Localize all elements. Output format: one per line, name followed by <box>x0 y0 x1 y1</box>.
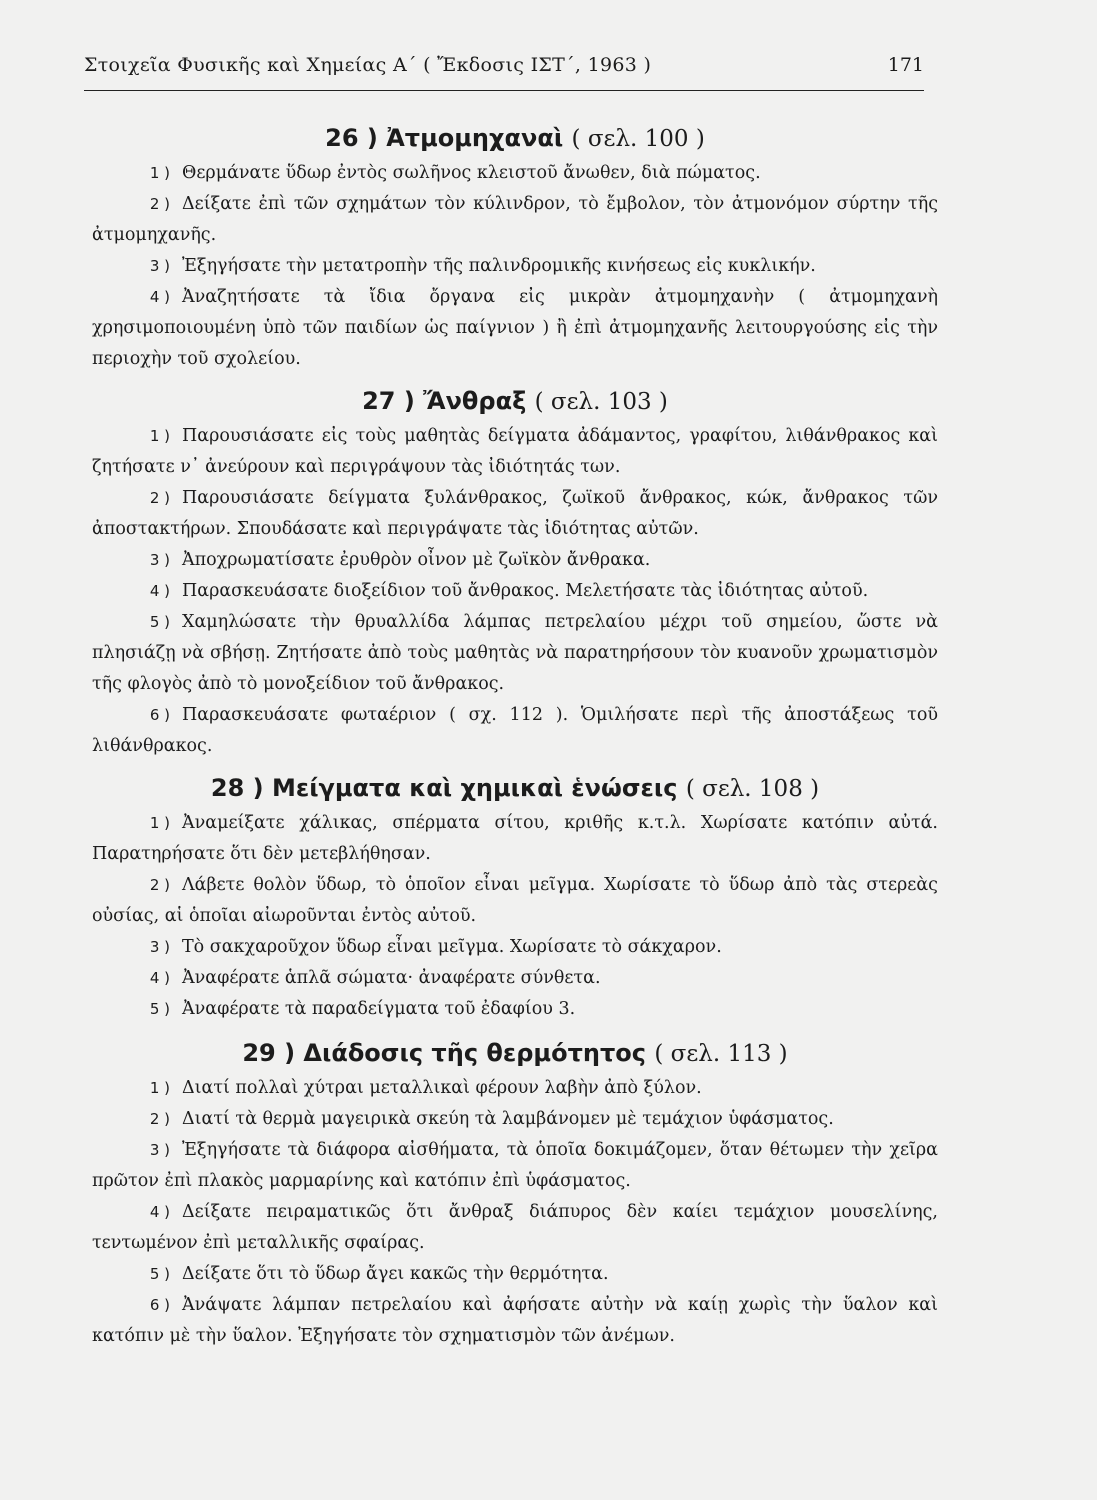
item-text: Λάβετε θολὸν ὕδωρ, τὸ ὁποῖον εἶναι μεῖγμα. Χωρίσατε τὸ ὕδωρ ἀπὸ τὰς στερεὰς οὐσίας, αἱ ὁποῖαι αἰωροῦνται ἐντὸς αὐτοῦ. <box>92 875 938 926</box>
section-title <box>92 118 938 158</box>
list-item <box>92 158 938 189</box>
item-text: Παρουσιάσατε δείγματα ξυλάνθρακος, ζωϊκοῦ ἄνθρακος, κώκ, ἄνθρακος τῶν ἀποστακτήρων. Σπουδάσατε καὶ περιγράψατε τὰς ἰδιότητας αὐτῶν. <box>92 488 938 539</box>
list-item <box>92 1135 938 1197</box>
item-text: Ἀποχρωματίσατε ἐρυθρὸν οἶνον μὲ ζωϊκὸν ἄνθρακα. <box>182 550 651 570</box>
item-text: Ἀναζητήσατε τὰ ἴδια ὄργανα εἰς μικρὰν ἀτμομηχανὴν ( ἀτμομηχανὴ χρησιμοποιουμένη ὑπὸ τῶν παιδίων ὡς παίγνιον ) ἢ ἐπὶ ἀτμομηχανῆς λειτουργούσης εἰς τὴν περιοχὴν τοῦ σχολείου. <box>92 287 938 369</box>
item-number: 4 ) <box>149 1203 170 1221</box>
item-text: Χαμηλώσατε τὴν θρυαλλίδα λάμπας πετρελαίου μέχρι τοῦ σημείου, ὥστε νὰ πλησιάζῃ νὰ σβήσῃ. Ζητήσατε ἀπὸ τοὺς μαθητὰς νὰ παρατηρήσουν τὸν κυανοῦν χρωματισμὸν τῆς φλογὸς ἀπὸ τὸ μονοξείδιον τοῦ ἄνθρακος. <box>92 612 938 694</box>
list-item <box>92 576 938 607</box>
list-item <box>92 994 938 1025</box>
running-header <box>84 52 924 91</box>
section-title <box>92 768 938 808</box>
item-text: Παρασκευάσατε φωταέριον ( σχ. 112 ). Ὁμιλήσατε περὶ τῆς ἀποστάξεως τοῦ λιθάνθρακος. <box>92 705 938 756</box>
section-heading: 26 ) Ἀτμομηχαναὶ <box>325 124 564 152</box>
item-number: 4 ) <box>149 969 170 987</box>
list-item <box>92 963 938 994</box>
item-text: Ἀναμείξατε χάλικας, σπέρματα σίτου, κριθῆς κ.τ.λ. Χωρίσατε κατόπιν αὐτά. Παρατηρήσατε ὅτι δὲν μετεβλήθησαν. <box>92 813 938 864</box>
page-reference: ( σελ. 100 ) <box>571 126 705 152</box>
list-item <box>92 870 938 932</box>
list-item <box>92 932 938 963</box>
section-heading: 29 ) Διάδοσις τῆς θερμότητος <box>242 1039 647 1067</box>
item-text: Δείξατε ἐπὶ τῶν σχημάτων τὸν κύλινδρον, τὸ ἔμβολον, τὸν ἀτμονόμον σύρτην τῆς ἀτμομηχανῆς. <box>92 194 938 245</box>
list-item <box>92 607 938 700</box>
page-reference: ( σελ. 103 ) <box>534 389 668 415</box>
item-number: 1 ) <box>149 427 170 445</box>
page-reference: ( σελ. 113 ) <box>654 1041 788 1067</box>
book-title: Στοιχεῖα Φυσικῆς καὶ Χημείας Α΄ ( Ἔκδοσις ΙΣΤ΄, 1963 ) <box>84 54 652 76</box>
list-item <box>92 1290 938 1352</box>
section-29 <box>92 1033 938 1352</box>
item-number: 5 ) <box>149 1265 170 1283</box>
section-26 <box>92 118 938 375</box>
list-item <box>92 1259 938 1290</box>
list-item <box>92 545 938 576</box>
section-heading: 28 ) Μείγματα καὶ χημικαὶ ἑνώσεις <box>210 774 678 802</box>
list-item <box>92 1073 938 1104</box>
item-number: 1 ) <box>149 164 170 182</box>
item-number: 4 ) <box>149 582 170 600</box>
item-number: 1 ) <box>149 1079 170 1097</box>
list-item <box>92 282 938 375</box>
item-text: Ἀναφέρατε τὰ παραδείγματα τοῦ ἐδαφίου 3. <box>182 999 576 1019</box>
item-number: 2 ) <box>149 195 170 213</box>
item-number: 3 ) <box>149 1141 170 1159</box>
item-text: Παρασκευάσατε διοξείδιον τοῦ ἄνθρακος. Μελετήσατε τὰς ἰδιότητας αὐτοῦ. <box>182 581 869 601</box>
page-number: 171 <box>887 54 924 76</box>
item-text: Ἀνάψατε λάμπαν πετρελαίου καὶ ἀφήσατε αὐτὴν νὰ καίῃ χωρὶς τὴν ὕαλον καὶ κατόπιν μὲ τὴν ὕαλον. Ἐξηγήσατε τὸν σχηματισμὸν τῶν ἀνέμων. <box>92 1295 938 1346</box>
item-number: 1 ) <box>149 814 170 832</box>
list-item <box>92 483 938 545</box>
list-item <box>92 1104 938 1135</box>
item-number: 5 ) <box>149 1000 170 1018</box>
item-number: 2 ) <box>149 876 170 894</box>
item-number: 2 ) <box>149 489 170 507</box>
item-text: Τὸ σακχαροῦχον ὕδωρ εἶναι μεῖγμα. Χωρίσατε τὸ σάκχαρον. <box>182 937 722 957</box>
item-number: 4 ) <box>149 288 170 306</box>
section-28 <box>92 768 938 1025</box>
item-text: Παρουσιάσατε εἰς τοὺς μαθητὰς δείγματα ἀδάμαντος, γραφίτου, λιθάνθρακος καὶ ζητήσατε ν᾽ ἀνεύρουν καὶ περιγράψουν τὰς ἰδιότητάς των. <box>92 426 938 477</box>
page-reference: ( σελ. 108 ) <box>685 776 820 802</box>
item-text: Ἀναφέρατε ἁπλᾶ σώματα· ἀναφέρατε σύνθετα. <box>182 968 601 988</box>
item-text: Ἐξηγήσατε τὴν μετατροπὴν τῆς παλινδρομικῆς κινήσεως εἰς κυκλικήν. <box>182 256 816 276</box>
item-text: Δείξατε πειραματικῶς ὅτι ἄνθραξ διάπυρος δὲν καίει τεμάχιον μουσελίνης, τεντωμένον ἐπὶ μεταλλικῆς σφαίρας. <box>92 1202 938 1253</box>
section-27 <box>92 381 938 762</box>
list-item <box>92 251 938 282</box>
item-text: Ἐξηγήσατε τὰ διάφορα αἰσθήματα, τὰ ὁποῖα δοκιμάζομεν, ὅταν θέτωμεν τὴν χεῖρα πρῶτον ἐπὶ πλακὸς μαρμαρίνης καὶ κατόπιν ἐπὶ ὑφάσματος. <box>92 1140 938 1191</box>
list-item <box>92 1197 938 1259</box>
list-item <box>92 700 938 762</box>
section-heading: 27 ) Ἄνθραξ <box>362 387 527 415</box>
list-item <box>92 189 938 251</box>
list-item <box>92 808 938 870</box>
item-number: 2 ) <box>149 1110 170 1128</box>
item-number: 3 ) <box>149 257 170 275</box>
item-text: Δείξατε ὅτι τὸ ὕδωρ ἄγει κακῶς τὴν θερμότητα. <box>182 1264 609 1284</box>
page-content <box>92 118 938 1352</box>
section-title <box>92 1033 938 1073</box>
item-text: Διατί πολλαὶ χύτραι μεταλλικαὶ φέρουν λαβὴν ἀπὸ ξύλον. <box>182 1078 702 1098</box>
item-number: 5 ) <box>149 613 170 631</box>
item-number: 6 ) <box>149 1296 170 1314</box>
item-text: Διατί τὰ θερμὰ μαγειρικὰ σκεύη τὰ λαμβάνομεν μὲ τεμάχιον ὑφάσματος. <box>182 1109 834 1129</box>
section-title <box>92 381 938 421</box>
item-text: Θερμάνατε ὕδωρ ἐντὸς σωλῆνος κλειστοῦ ἄνωθεν, διὰ πώματος. <box>182 163 761 183</box>
item-number: 3 ) <box>149 551 170 569</box>
item-number: 6 ) <box>149 706 170 724</box>
list-item <box>92 421 938 483</box>
item-number: 3 ) <box>149 938 170 956</box>
